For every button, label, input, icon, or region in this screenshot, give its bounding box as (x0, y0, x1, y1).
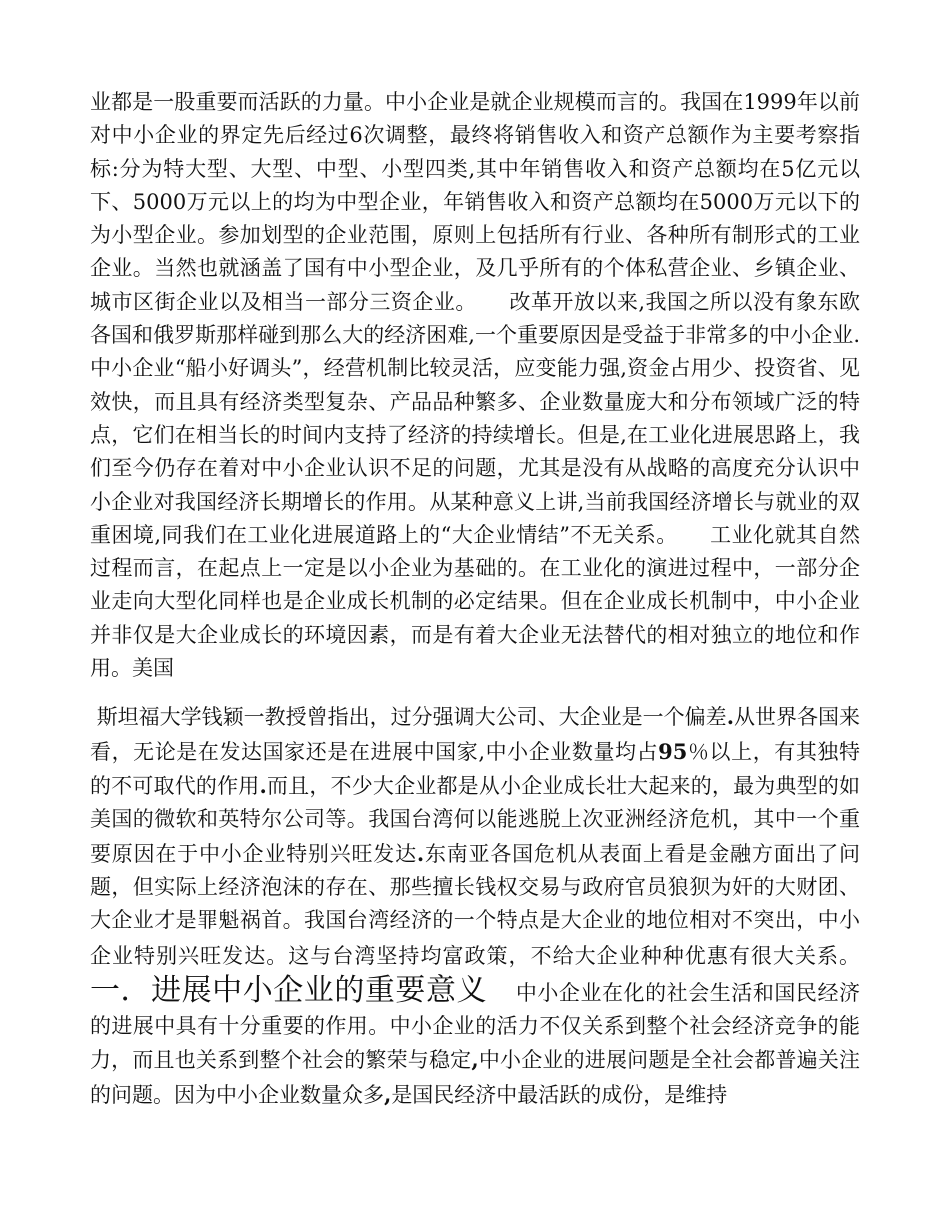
paragraph-3-text-2: 中小企业的进展问题是全社会都普遍关注的问题。因为中小企业数量众多 (90, 1048, 860, 1107)
document-page (90, 86, 870, 1112)
paragraph-2-text-3: ％以上，有其独特的不可取代的作用 (90, 739, 860, 798)
paragraph-2-text-4: 而且，不少大企业都是从小企业成长壮大起来的，最为典型的如美国的微软和英特尔公司等。我国台湾何以能逃脱上次亚洲经济危机，其中一个重要原因在于中小企业特别兴旺发达 (90, 773, 861, 866)
bold-comma-2: , (384, 1081, 392, 1107)
bold-period-1: . (726, 704, 734, 730)
body-paragraph-1: 业都是一股重要而活跃的力量。中小企业是就企业规模而言的。我国在1999年以前对中小企业的界定先后经过6次调整，最终将销售收入和资产总额作为主要考察指标:分为特大型、大型、中型、小型四类,其中年销售收入和资产总额均在5亿元以下、5000万元以上的均为中型企业，年销售收入和资产总额均在5000万元以下的为小型企业。参加划型的企业范围，原则上包括所有行业、各种所有制形式的工业企业。当然也就涵盖了国有中小型企业，及几乎所有的个体私营企业、乡镇企业、城市区街企业以及相当一部分三资企业。 改革开放以来,我国之所以没有象东欧各国和俄罗斯那样碰到那么大的经济困难,一个重要原因是受益于非常多的中小企业.中小企业“船小好调头”，经营机制比较灵活，应变能力强,资金占用少、投资省、见效快，而且具有经济类型复杂、产品品种繁多、企业数量庞大和分布领域广泛的特点，它们在相当长的时间内支持了经济的持续增长。但是,在工业化进展思路上，我们至今仍存在着对中小企业认识不足的问题，尤其是没有从战略的高度充分认识中小企业对我国经济长期增长的作用。从某种意义上讲,当前我国经济增长与就业的双重困境,同我们在工业化进展道路上的“大企业情结”不无关系。 工业化就其自然过程而言，在起点上一定是以小企业为基础的。在工业化的演进过程中，一部分企业走向大型化同样也是企业成长机制的必定结果。但在企业成长机制中，中小企业并非仅是大企业成长的环境因素，而是有着大企业无法替代的相对独立的地位和作用。美国 (90, 90, 860, 681)
body-paragraph-2 (90, 700, 870, 1112)
section-heading: 一．进展中小企业的重要意义 (90, 936, 870, 1008)
paragraph-3-text-1: 中小企业在化的社会生活和国民经济的进展中具有十分重要的作用。中小企业的活力不仅关系到整个社会经济竞争的能力，而且也关系到整个社会的繁荣与稳定 (90, 980, 860, 1073)
paragraph-2-text-2: 从世界各国来看，无论是在发达国家还是在进展中国家,中小企业数量均占 (90, 705, 860, 764)
paragraph-2-text-1: 斯坦福大学钱颖一教授曾指出，过分强调大公司、大企业是一个偏差 (90, 705, 727, 730)
bold-comma-1: , (471, 1047, 479, 1073)
percent-value: 95 (658, 738, 688, 764)
paragraph-2-text-5: 东南亚各国危机从表面上看是金融方面出了问题，但实际上经济泡沫的存在、那些擅长钱权交易与政府官员狼狈为奸的大财团、大企业才是罪魁祸首。我国台湾经济的一个特点是大企业的地位相对不突出，中小企业特别兴旺发达。这与台湾坚持均富政策，不给大企业种种优惠有很大关系。 (90, 841, 861, 969)
bold-period-3: . (416, 840, 425, 866)
bold-period-2: . (259, 772, 267, 798)
paragraph-3-text-3: 是国民经济中最活跃的成份，是维持 (391, 1082, 728, 1107)
